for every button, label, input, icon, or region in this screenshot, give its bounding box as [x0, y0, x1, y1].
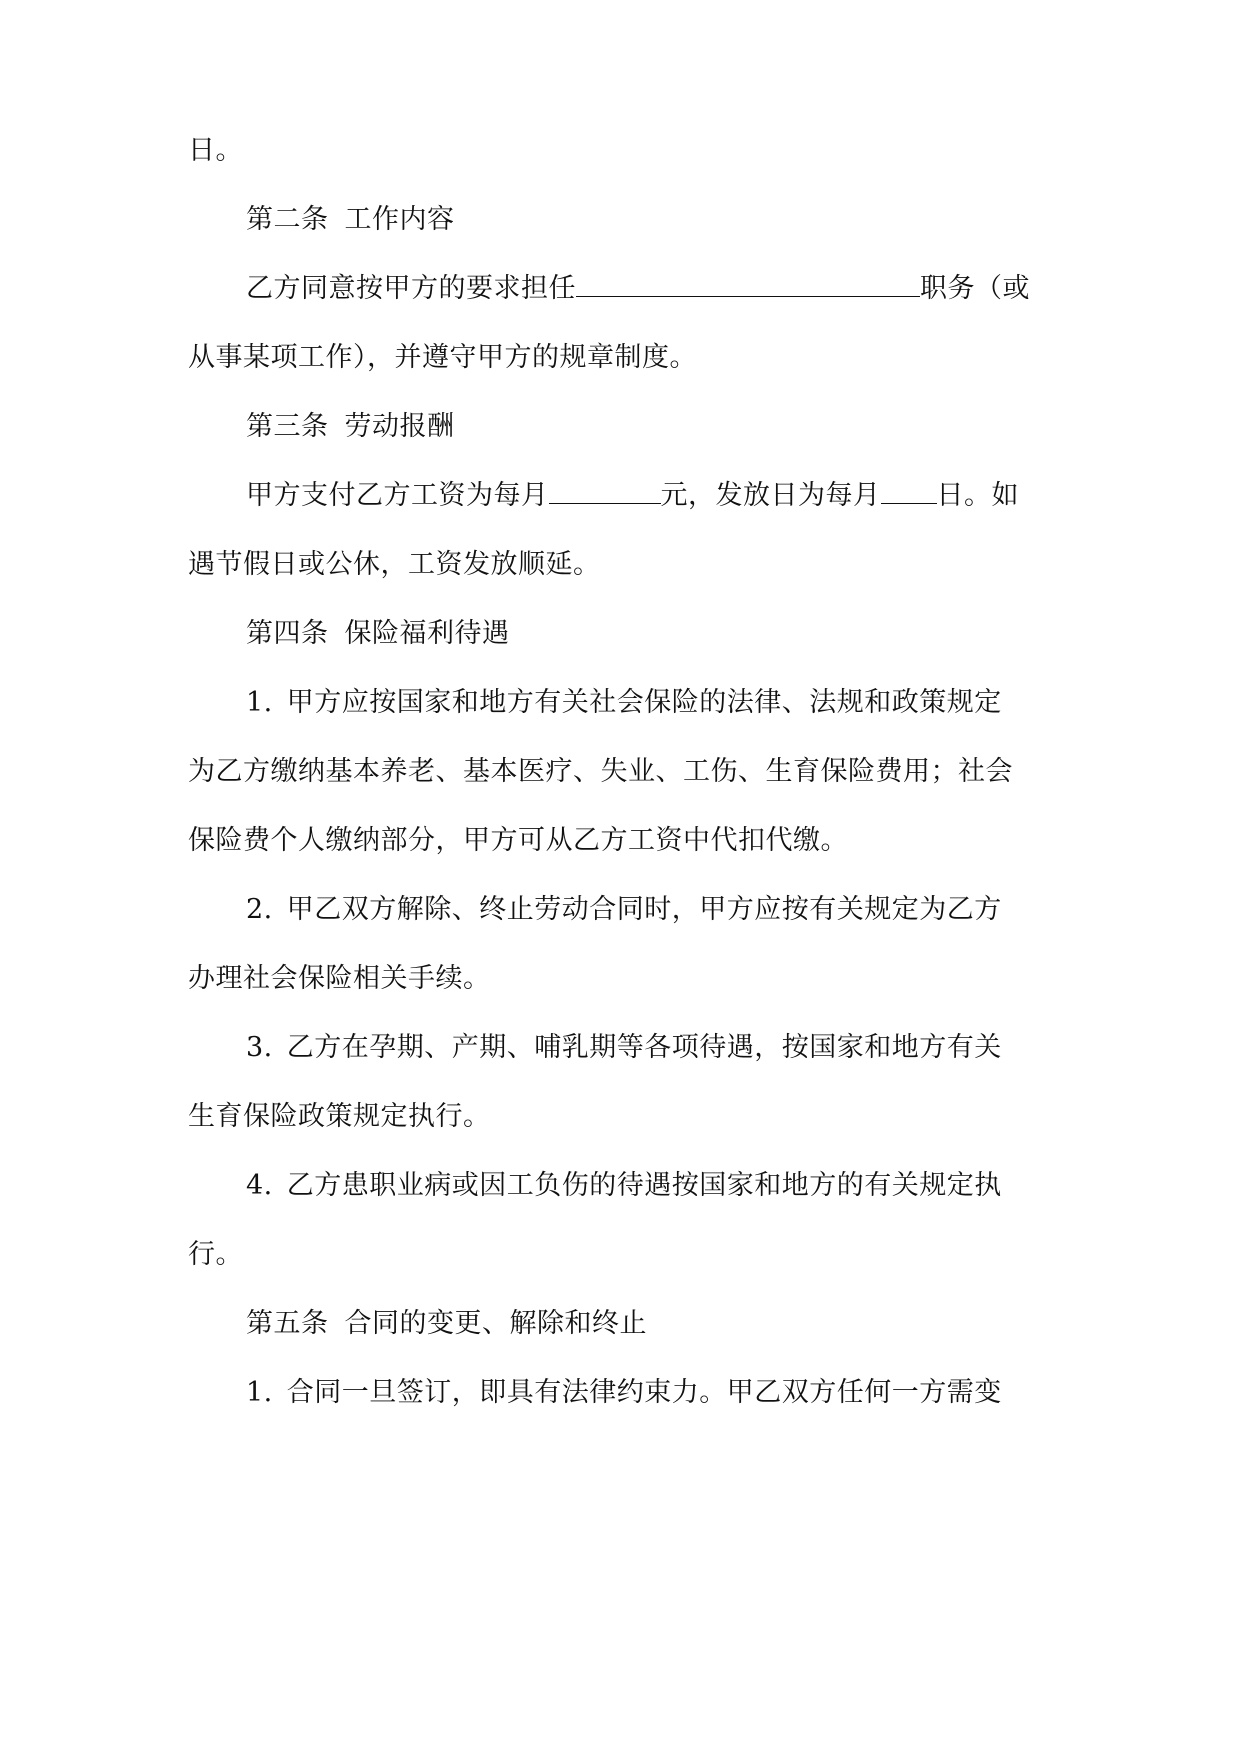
article-title: 劳动报酬 [344, 411, 455, 442]
paragraph-line [246, 479, 1019, 513]
paragraph-line [188, 548, 601, 582]
paragraph-line [188, 1238, 243, 1272]
line-text: 职务（或 [920, 273, 1030, 304]
line-text: 乙方在孕期、产期、哺乳期等各项待遇，按国家和地方有关 [286, 1032, 1002, 1063]
paragraph-line [246, 272, 1030, 306]
item-number: 2. [246, 894, 273, 925]
article-heading [246, 617, 510, 651]
line-text: 甲乙双方解除、终止劳动合同时，甲方应按有关规定为乙方 [286, 894, 1002, 925]
item-number: 1. [246, 687, 273, 718]
line-text: 办理社会保险相关手续。 [188, 963, 491, 994]
article-title: 工作内容 [344, 204, 455, 235]
article-number: 第二条 [246, 204, 329, 235]
line-text: 甲方应按国家和地方有关社会保险的法律、法规和政策规定 [286, 687, 1002, 718]
article-number: 第五条 [246, 1308, 329, 1339]
line-text: 从事某项工作），并遵守甲方的规章制度。 [188, 342, 697, 373]
article-heading [246, 203, 455, 237]
line-text: 乙方患职业病或因工负伤的待遇按国家和地方的有关规定执 [286, 1170, 1002, 1201]
list-item-line [246, 893, 1002, 927]
paragraph-line [188, 962, 491, 996]
line-text: 遇节假日或公休，工资发放顺延。 [188, 549, 601, 580]
line-text: 为乙方缴纳基本养老、基本医疗、失业、工伤、生育保险费用；社会 [188, 756, 1013, 787]
payday-blank-field [881, 479, 937, 504]
paragraph-line [188, 755, 1013, 789]
line-text: 元，发放日为每月 [660, 480, 881, 511]
salary-blank-field [549, 479, 661, 504]
list-item-line [246, 1169, 1002, 1203]
paragraph-line [188, 824, 848, 858]
line-text: 乙方同意按甲方的要求担任 [246, 273, 576, 304]
line-text: 甲方支付乙方工资为每月 [246, 480, 549, 511]
item-number: 3. [246, 1032, 273, 1063]
line-text: 保险费个人缴纳部分，甲方可从乙方工资中代扣代缴。 [188, 825, 848, 856]
list-item-line [246, 1376, 1002, 1410]
article-title: 保险福利待遇 [344, 618, 510, 649]
article-title: 合同的变更、解除和终止 [344, 1308, 647, 1339]
line-text: 日。 [188, 135, 243, 166]
line-text: 生育保险政策规定执行。 [188, 1101, 491, 1132]
article-number: 第三条 [246, 411, 329, 442]
paragraph-line [188, 1100, 491, 1134]
position-blank-field [576, 272, 920, 297]
item-number: 1. [246, 1377, 273, 1408]
line-text: 日。如 [936, 480, 1019, 511]
article-heading [246, 1307, 647, 1341]
paragraph-line [188, 134, 243, 168]
line-text: 合同一旦签订，即具有法律约束力。甲乙双方任何一方需变 [286, 1377, 1002, 1408]
paragraph-line [188, 341, 697, 375]
list-item-line [246, 1031, 1002, 1065]
line-text: 行。 [188, 1239, 243, 1270]
article-number: 第四条 [246, 618, 329, 649]
list-item-line [246, 686, 1002, 720]
item-number: 4. [246, 1170, 273, 1201]
article-heading [246, 410, 455, 444]
